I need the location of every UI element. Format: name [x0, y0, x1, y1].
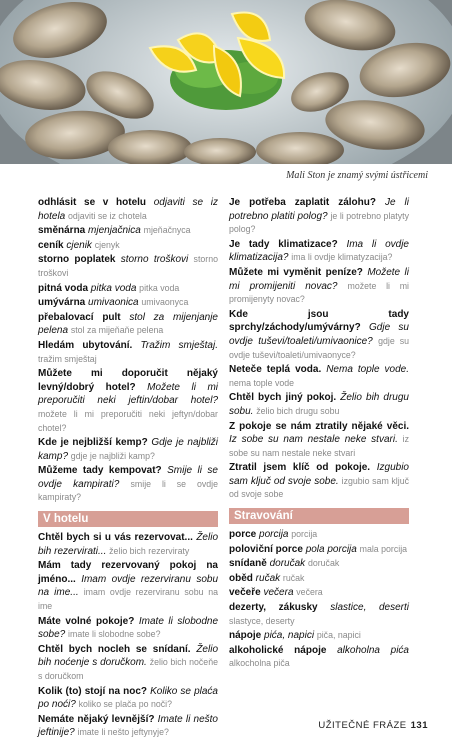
phrase-czech: Nemáte nějaký levnější?: [38, 713, 155, 725]
phrase-list-right: [229, 196, 409, 502]
phrase-croatian: Je li potrebno platiti polog?: [229, 197, 409, 222]
phrase-pronunciation: želio bich drugu sobu: [256, 405, 340, 416]
phrase-entry: [38, 282, 218, 296]
phrase-czech: Je tady klimatizace?: [229, 238, 338, 250]
phrase-czech: směnárna: [38, 225, 86, 237]
phrase-croatian: cjenik: [66, 239, 92, 251]
phrase-czech: umývárna: [38, 297, 86, 309]
phrase-czech: snídaně: [229, 558, 267, 570]
right-column: [229, 196, 409, 672]
phrase-entry: [229, 420, 409, 461]
phrase-croatian: alkoholna pića: [337, 644, 409, 656]
phrase-czech: Máte volné pokoje?: [38, 615, 135, 627]
phrase-czech: odhlásit se v hotelu: [38, 197, 147, 208]
phrase-croatian: Želio bih drugu sobu.: [229, 392, 409, 417]
phrase-croatian: pola porcija: [305, 543, 357, 555]
phrase-entry: [229, 629, 409, 643]
phrase-croatian: Gdje je najbliži kamp?: [38, 437, 218, 462]
phrase-czech: poloviční porce: [229, 543, 303, 555]
phrase-croatian: Koliko se plaća po noći?: [38, 685, 218, 711]
phrase-pronunciation: želio bich rezerviraty: [109, 545, 190, 556]
phrase-czech: Kde jsou tady sprchy/záchody/umývárny?: [229, 308, 409, 334]
page-footer: [318, 720, 428, 731]
phrase-entry: [38, 296, 218, 310]
phrase-croatian: stol za mijenjanje pelena: [38, 311, 218, 337]
phrase-croatian: Imam ovdje rezerviranu sobu na ime...: [38, 573, 218, 599]
oysters-illustration: [0, 0, 452, 164]
phrase-entry: [38, 643, 218, 684]
phrase-pronunciation: ima li ovdje klimatyzacija?: [291, 252, 393, 263]
phrase-croatian: Tražim smještaj.: [140, 339, 218, 351]
phrase-czech: Můžete mi vyměnit peníze?: [229, 266, 363, 278]
phrase-entry: [229, 391, 409, 418]
phrase-czech: storno poplatek: [38, 254, 116, 266]
phrase-czech: Ztratil jsem klíč od pokoje.: [229, 462, 371, 474]
phrase-pronunciation: imate li nešto jeftynyje?: [77, 727, 169, 738]
phrase-pronunciation: gdje je najbliži kamp?: [70, 450, 155, 461]
phrase-czech: večeře: [229, 587, 261, 599]
phrase-czech: Kde je nejbližší kemp?: [38, 437, 148, 449]
phrase-pronunciation: storno troškovi: [38, 254, 218, 278]
phrase-list-food: [229, 528, 409, 671]
phrase-croatian: pitka voda: [90, 282, 137, 294]
phrase-pronunciation: je li potrebno platyty polog?: [229, 210, 409, 235]
phrase-pronunciation: pitka voda: [139, 282, 180, 293]
phrase-pronunciation: stol za mijeňaňe pelena: [70, 325, 164, 336]
phrase-entry: [229, 461, 409, 502]
phrase-entry: [229, 238, 409, 265]
phrase-entry: [38, 559, 218, 613]
phrase-croatian: slastice, deserti: [330, 602, 410, 614]
phrase-czech: oběd: [229, 572, 253, 584]
phrase-pronunciation: cjenyk: [94, 239, 120, 250]
phrase-pronunciation: piča, napici: [316, 630, 361, 641]
phrase-list-hotel: [38, 531, 218, 740]
phrase-czech: Z pokoje se nám ztratily nějaké věci.: [229, 420, 409, 432]
phrase-entry: [38, 615, 218, 642]
phrase-pronunciation: nema tople vode: [229, 377, 295, 388]
phrase-pronunciation: imate li slobodne sobe?: [68, 629, 161, 640]
phrase-entry: [38, 367, 218, 435]
phrase-pronunciation: iz sobe su nam nestale neke stvari: [229, 434, 409, 458]
phrase-pronunciation: gdje su ovdje tuševi/toaleti/umivaonyce?: [229, 335, 409, 360]
phrase-pronunciation: porcija: [291, 529, 318, 540]
phrase-croatian: večera: [263, 587, 294, 599]
phrase-pronunciation: tražim smještaj: [38, 353, 97, 364]
phrase-entry: [38, 196, 218, 223]
phrase-entry: [229, 572, 409, 586]
phrase-entry: [38, 531, 218, 558]
section-heading-food: Stravování: [229, 508, 409, 524]
phrase-entry: [38, 224, 218, 238]
phrase-entry: [38, 239, 218, 253]
phrase-pronunciation: možete li mi preporučiti neki jeftyn/dobar chotel?: [38, 408, 218, 433]
phrase-croatian: Gdje su ovdje tuševi/toaleti/umivaonice?: [229, 322, 409, 347]
phrase-entry: [229, 586, 409, 600]
phrase-croatian: Imate li slobodne sobe?: [38, 615, 219, 641]
phrase-croatian: Imate li nešto jeftinije?: [38, 713, 218, 739]
phrase-croatian: ručak: [255, 572, 281, 584]
phrase-czech: Chtěl bych si u vás rezervovat...: [38, 532, 193, 544]
phrase-croatian: Možete li mi promijeniti novac?: [229, 266, 409, 292]
phrase-croatian: Nema tople vode.: [326, 364, 409, 376]
phrase-croatian: storno troškovi: [120, 254, 189, 266]
phrase-entry: [229, 308, 409, 362]
phrase-entry: [38, 685, 218, 712]
phrase-list-left: [38, 196, 218, 505]
phrase-entry: [38, 713, 218, 740]
phrase-pronunciation: slastyce, deserty: [229, 615, 295, 626]
phrase-croatian: Iz sobe su nam nestale neke stvari.: [229, 434, 398, 446]
phrase-czech: Je potřeba zaplatit zálohu?: [229, 197, 376, 208]
phrase-czech: pitná voda: [38, 282, 89, 294]
phrase-entry: [229, 543, 409, 557]
phrase-entry: [229, 601, 409, 628]
phrase-entry: [229, 528, 409, 542]
phrase-croatian: Možete li mi preporučiti neki jeftin/dobar hotel?: [38, 381, 218, 407]
phrase-czech: Hledám ubytování.: [38, 339, 133, 351]
left-column: [38, 196, 218, 741]
phrase-czech: přebalovací pult: [38, 311, 121, 323]
phrase-croatian: Ima li ovdje klimatizacija?: [229, 238, 409, 264]
phrase-pronunciation: ručak: [282, 572, 305, 583]
phrase-entry: [229, 557, 409, 571]
phrase-pronunciation: mala porcija: [359, 543, 408, 554]
phrase-czech: dezerty, zákusky: [229, 602, 318, 614]
phrase-croatian: Želio bih rezervirati...: [38, 532, 219, 557]
phrase-czech: alkoholické nápoje: [229, 644, 327, 656]
footer-label: UŽITEČNÉ FRÁZE: [318, 720, 407, 731]
phrase-croatian: porcija: [259, 529, 289, 541]
phrase-pronunciation: smije li se ovdje kampiraty?: [38, 478, 219, 503]
phrase-czech: nápoje: [229, 630, 262, 642]
phrase-pronunciation: večera: [296, 587, 323, 598]
section-heading-hotel: V hotelu: [38, 511, 218, 527]
phrase-pronunciation: odjaviti se iz chotela: [68, 210, 147, 221]
phrase-entry: [229, 363, 409, 390]
phrase-czech: Můžete mi doporučit nějaký levný/dobrý hotel?: [38, 368, 218, 393]
phrase-czech: Mám tady rezervovaný pokoj na jméno...: [38, 560, 218, 585]
phrase-entry: [229, 196, 409, 237]
phrase-pronunciation: doručak: [307, 558, 340, 569]
phrase-croatian: Želio bih noćenje s doručkom.: [38, 643, 219, 669]
phrase-croatian: odjaviti se iz hotela: [38, 197, 218, 222]
phrase-czech: ceník: [38, 239, 64, 251]
phrase-croatian: mjenjačnica: [88, 225, 141, 237]
phrase-pronunciation: imam ovdje rezerviranu sobu na ime: [38, 587, 218, 612]
phrase-pronunciation: umivaonyca: [141, 297, 189, 308]
phrase-czech: porce: [229, 529, 257, 541]
phrase-croatian: Izgubio sam ključ od svoje sobe.: [229, 462, 409, 487]
phrase-entry: [38, 464, 218, 505]
phrase-entry: [229, 266, 409, 307]
phrase-entry: [38, 339, 218, 366]
photo-caption: Mali Ston je znamý svými ústřicemi: [286, 170, 428, 181]
phrase-entry: [38, 253, 218, 280]
phrase-entry: [38, 436, 218, 463]
phrase-pronunciation: izgubio sam ključ od svoje sobe: [229, 475, 410, 500]
phrase-entry: [229, 644, 409, 671]
phrase-entry: [38, 311, 218, 338]
page-number: 131: [410, 720, 428, 731]
oysters-photo: [0, 0, 452, 164]
phrase-pronunciation: možete li mi promijenyty novac?: [229, 280, 409, 305]
phrase-czech: Chtěl bych jiný pokoj.: [229, 392, 337, 404]
phrase-croatian: Smije li se ovdje kampirati?: [38, 465, 218, 490]
phrase-czech: Kolik (to) stojí na noc?: [38, 685, 148, 697]
phrase-pronunciation: želio bich nočeňe s doručkom: [38, 657, 218, 681]
phrase-pronunciation: mjeňačnyca: [143, 225, 191, 236]
phrase-croatian: doručak: [269, 558, 306, 570]
phrase-czech: Chtěl bych nocleh se snídaní.: [38, 643, 191, 655]
phrase-czech: Můžeme tady kempovat?: [38, 465, 162, 477]
phrase-pronunciation: alkocholna piča: [229, 658, 290, 669]
phrase-czech: Neteče teplá voda.: [229, 364, 322, 376]
phrase-croatian: pića, napici: [264, 630, 315, 642]
phrase-pronunciation: koliko se plača po noči?: [78, 699, 172, 710]
phrase-croatian: umivaonica: [88, 297, 139, 309]
